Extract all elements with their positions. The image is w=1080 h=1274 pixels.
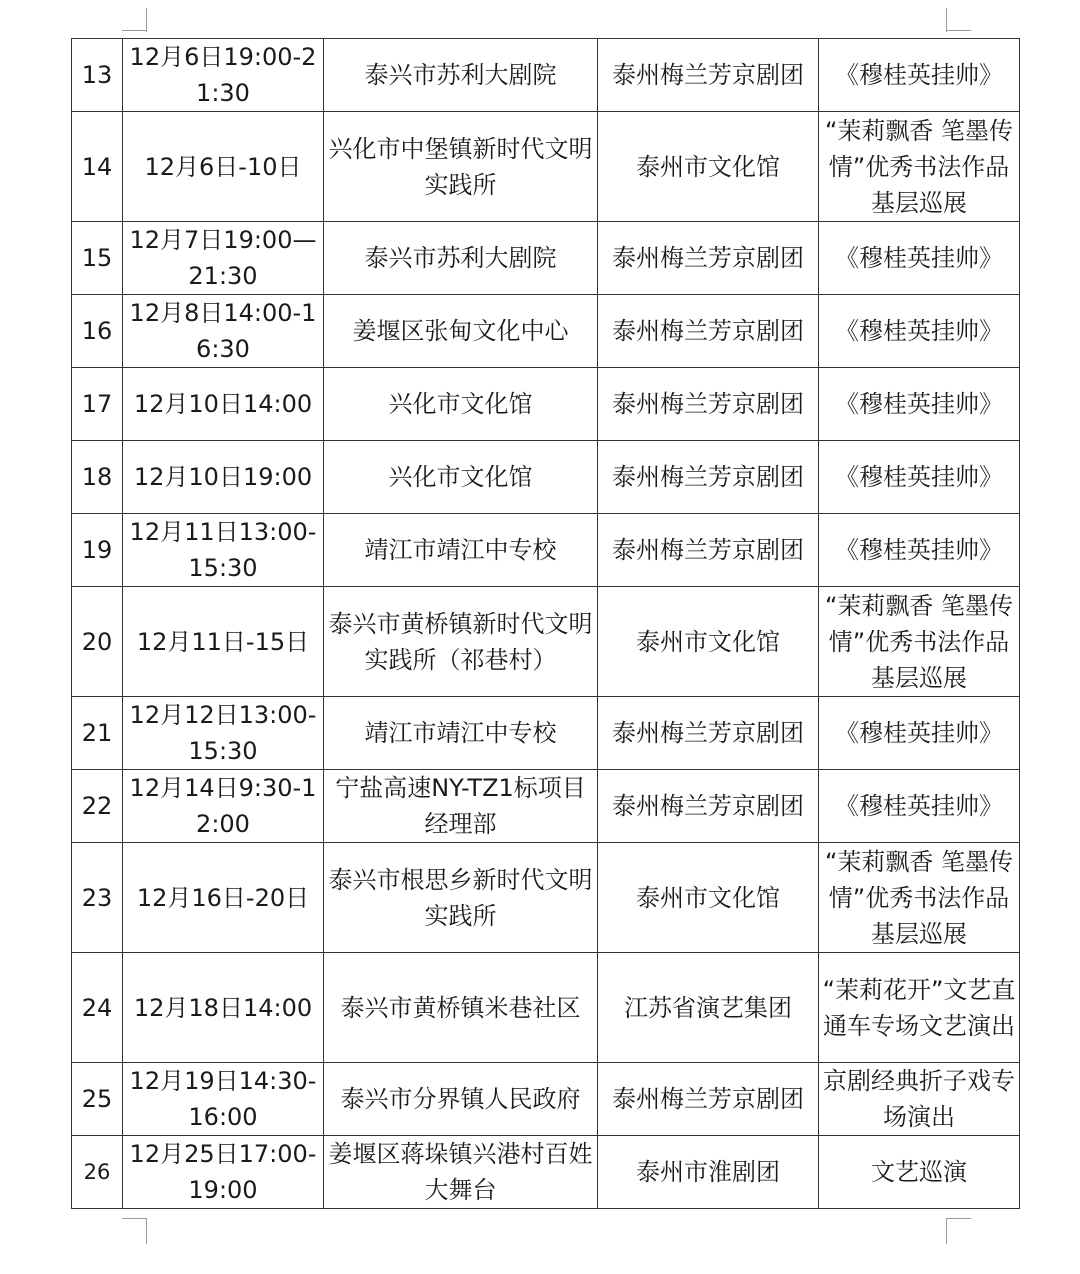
- table-row: [72, 587, 1020, 697]
- event-schedule-table: [71, 38, 1020, 1209]
- program-title: 《穆桂英挂帅》: [819, 514, 1020, 587]
- row-number: 15: [72, 222, 123, 295]
- row-number: 18: [72, 441, 123, 514]
- event-venue: 泰兴市苏利大剧院: [324, 222, 598, 295]
- event-venue: 泰兴市苏利大剧院: [324, 39, 598, 112]
- row-number: 26: [72, 1136, 123, 1209]
- event-venue: 兴化市中堡镇新时代文明实践所: [324, 112, 598, 222]
- event-venue: 兴化市文化馆: [324, 441, 598, 514]
- table-row: [72, 112, 1020, 222]
- program-title: “茉莉飘香 笔墨传情”优秀书法作品基层巡展: [819, 112, 1020, 222]
- table-row: [72, 697, 1020, 770]
- event-time: 12月19日14:30-16:00: [123, 1063, 324, 1136]
- performing-troupe: 泰州梅兰芳京剧团: [598, 770, 819, 843]
- program-title: 《穆桂英挂帅》: [819, 39, 1020, 112]
- performing-troupe: 泰州梅兰芳京剧团: [598, 1063, 819, 1136]
- performing-troupe: 泰州梅兰芳京剧团: [598, 39, 819, 112]
- performing-troupe: 泰州梅兰芳京剧团: [598, 697, 819, 770]
- event-time: 12月11日-15日: [123, 587, 324, 697]
- event-time: 12月11日13:00-15:30: [123, 514, 324, 587]
- program-title: 《穆桂英挂帅》: [819, 441, 1020, 514]
- row-number: 22: [72, 770, 123, 843]
- performing-troupe: 泰州梅兰芳京剧团: [598, 441, 819, 514]
- table-row: [72, 1136, 1020, 1209]
- program-title: 《穆桂英挂帅》: [819, 697, 1020, 770]
- crop-mark-bottom-right: [946, 1218, 971, 1219]
- performing-troupe: 泰州梅兰芳京剧团: [598, 514, 819, 587]
- event-time: 12月16日-20日: [123, 843, 324, 953]
- program-title: 《穆桂英挂帅》: [819, 368, 1020, 441]
- crop-mark-top-left: [146, 8, 147, 32]
- program-title: 《穆桂英挂帅》: [819, 222, 1020, 295]
- event-venue: 泰兴市黄桥镇米巷社区: [324, 953, 598, 1063]
- performing-troupe: 泰州市文化馆: [598, 112, 819, 222]
- event-time: 12月7日19:00—21:30: [123, 222, 324, 295]
- event-time: 12月8日14:00-16:30: [123, 295, 324, 368]
- table-row: [72, 953, 1020, 1063]
- row-number: 23: [72, 843, 123, 953]
- event-time: 12月6日-10日: [123, 112, 324, 222]
- table-row: [72, 222, 1020, 295]
- program-title: “茉莉飘香 笔墨传情”优秀书法作品基层巡展: [819, 587, 1020, 697]
- event-venue: 姜堰区蒋垛镇兴港村百姓大舞台: [324, 1136, 598, 1209]
- performing-troupe: 泰州市文化馆: [598, 587, 819, 697]
- row-number: 17: [72, 368, 123, 441]
- event-venue: 兴化市文化馆: [324, 368, 598, 441]
- program-title: 京剧经典折子戏专场演出: [819, 1063, 1020, 1136]
- table-row: [72, 1063, 1020, 1136]
- performing-troupe: 江苏省演艺集团: [598, 953, 819, 1063]
- performing-troupe: 泰州梅兰芳京剧团: [598, 368, 819, 441]
- row-number: 21: [72, 697, 123, 770]
- table-row: [72, 843, 1020, 953]
- crop-mark-top-left: [122, 30, 147, 31]
- table-row: [72, 295, 1020, 368]
- crop-mark-bottom-left: [146, 1218, 147, 1244]
- crop-mark-bottom-right: [946, 1218, 947, 1244]
- table-row: [72, 368, 1020, 441]
- event-venue: 靖江市靖江中专校: [324, 514, 598, 587]
- program-title: 文艺巡演: [819, 1136, 1020, 1209]
- program-title: “茉莉飘香 笔墨传情”优秀书法作品基层巡展: [819, 843, 1020, 953]
- crop-mark-bottom-left: [122, 1218, 147, 1219]
- event-venue: 姜堰区张甸文化中心: [324, 295, 598, 368]
- row-number: 14: [72, 112, 123, 222]
- event-time: 12月10日19:00: [123, 441, 324, 514]
- event-venue: 泰兴市分界镇人民政府: [324, 1063, 598, 1136]
- event-time: 12月18日14:00: [123, 953, 324, 1063]
- row-number: 25: [72, 1063, 123, 1136]
- event-time: 12月25日17:00-19:00: [123, 1136, 324, 1209]
- event-venue: 宁盐高速NY-TZ1标项目经理部: [324, 770, 598, 843]
- performing-troupe: 泰州市文化馆: [598, 843, 819, 953]
- row-number: 20: [72, 587, 123, 697]
- event-time: 12月6日19:00-21:30: [123, 39, 324, 112]
- table-row: [72, 39, 1020, 112]
- row-number: 24: [72, 953, 123, 1063]
- event-time: 12月10日14:00: [123, 368, 324, 441]
- table-row: [72, 514, 1020, 587]
- program-title: “茉莉花开”文艺直通车专场文艺演出: [819, 953, 1020, 1063]
- program-title: 《穆桂英挂帅》: [819, 295, 1020, 368]
- event-time: 12月12日13:00-15:30: [123, 697, 324, 770]
- performing-troupe: 泰州梅兰芳京剧团: [598, 222, 819, 295]
- event-time: 12月14日9:30-12:00: [123, 770, 324, 843]
- event-venue: 泰兴市黄桥镇新时代文明实践所（祁巷村）: [324, 587, 598, 697]
- row-number: 16: [72, 295, 123, 368]
- event-venue: 靖江市靖江中专校: [324, 697, 598, 770]
- event-venue: 泰兴市根思乡新时代文明实践所: [324, 843, 598, 953]
- crop-mark-top-right: [946, 30, 971, 31]
- performing-troupe: 泰州市淮剧团: [598, 1136, 819, 1209]
- table-row: [72, 441, 1020, 514]
- row-number: 13: [72, 39, 123, 112]
- program-title: 《穆桂英挂帅》: [819, 770, 1020, 843]
- crop-mark-top-right: [946, 8, 947, 32]
- table-row: [72, 770, 1020, 843]
- row-number: 19: [72, 514, 123, 587]
- performing-troupe: 泰州梅兰芳京剧团: [598, 295, 819, 368]
